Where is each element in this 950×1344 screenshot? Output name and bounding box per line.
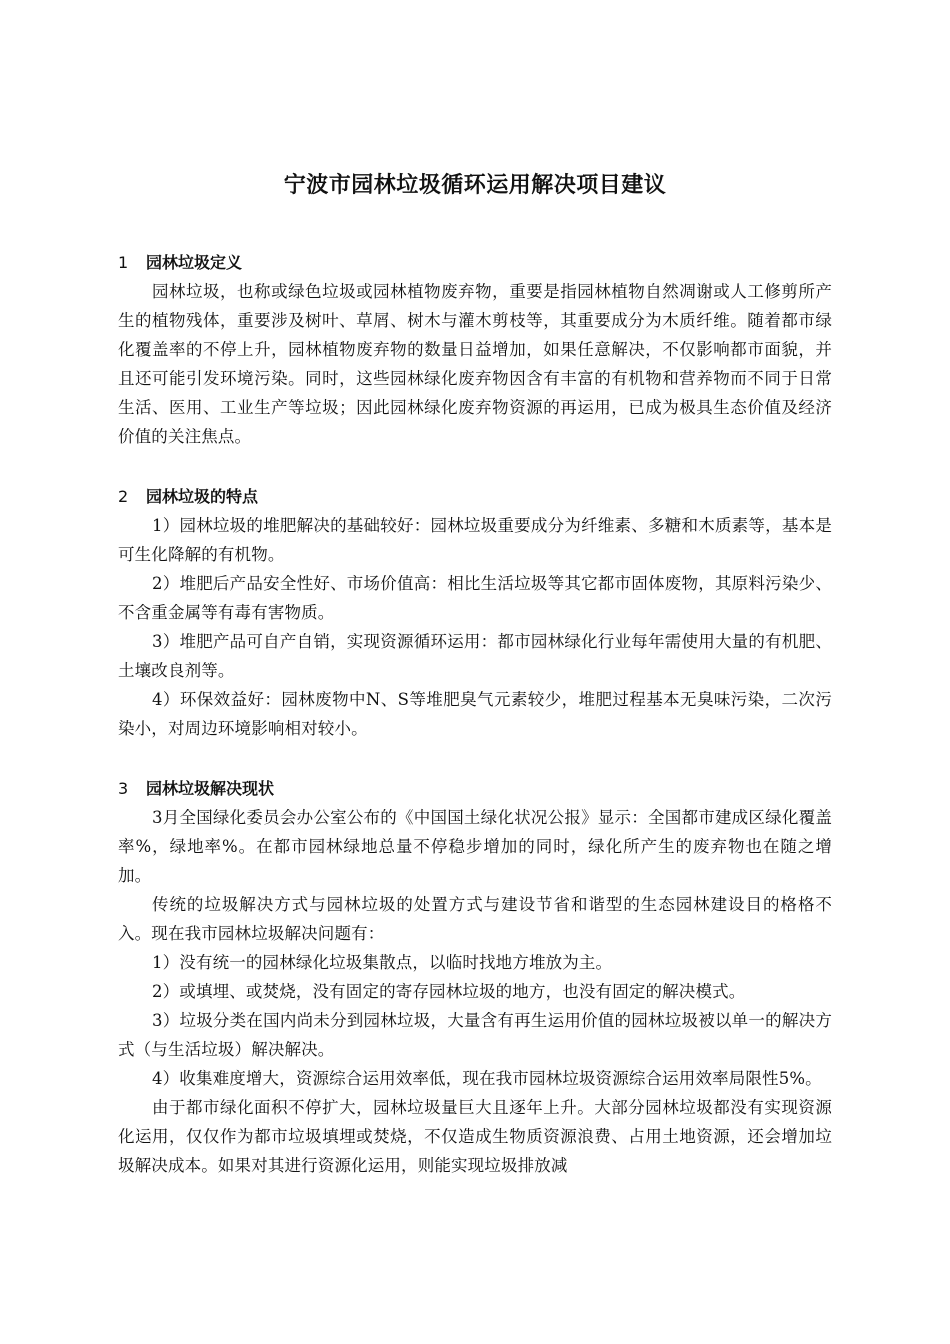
list-item: 1）园林垃圾的堆肥解决的基础较好：园林垃圾重要成分为纤维素、多糖和木质素等，基本是可生化降解的有机物。 (118, 516, 832, 564)
paragraph: 园林垃圾，也称或绿色垃圾或园林植物废弃物，重要是指园林植物自然凋谢或人工修剪所产生的植物残体，重要涉及树叶、草屑、树木与灌木剪枝等，其重要成分为木质纤维。随着都市绿化覆盖率的不停上升，园林植物废弃物的数量日益增加，如果任意解决，不仅影响都市面貌，并且还可能引发环境污染。同时，这些园林绿化废弃物因含有丰富的有机物和营养物而不同于日常生活、医用、工业生产等垃圾；因此园林绿化废弃物资源的再运用，已成为极具生态价值及经济价值的关注焦点。 (118, 282, 832, 446)
section-number: 2 (118, 487, 129, 506)
section-title: 园林垃圾的特点 (146, 487, 259, 506)
paragraph: 由于都市绿化面积不停扩大，园林垃圾量巨大且逐年上升。大部分园林垃圾都没有实现资源化运用，仅仅作为都市垃圾填埋或焚烧，不仅造成生物质资源浪费、占用土地资源，还会增加垃圾解决成本。如果对其进行资源化运用，则能实现垃圾排放减 (118, 1098, 832, 1175)
list-item: 1）没有统一的园林绿化垃圾集散点，以临时找地方堆放为主。 (152, 953, 613, 972)
list-item: 4）收集难度增大，资源综合运用效率低，现在我市园林垃圾资源综合运用效率局限性5%。 (152, 1069, 822, 1088)
section-definition (118, 248, 832, 451)
section-title: 园林垃圾解决现状 (146, 779, 275, 798)
list-item: 2）堆肥后产品安全性好、市场价值高：相比生活垃圾等其它都市固体废物，其原料污染少、不含重金属等有毒有害物质。 (118, 574, 832, 622)
section-current-status (118, 774, 832, 1180)
list-item: 4）环保效益好：园林废物中N、S等堆肥臭气元素较少，堆肥过程基本无臭味污染，二次污染小，对周边环境影响相对较小。 (118, 690, 832, 738)
document-title: 宁波市园林垃圾循环运用解决项目建议 (283, 173, 667, 198)
section-heading (118, 248, 832, 277)
section-title: 园林垃圾定义 (146, 253, 243, 272)
section-characteristics (118, 482, 832, 743)
section-heading (118, 482, 832, 511)
list-item: 2）或填埋、或焚烧，没有固定的寄存园林垃圾的地方，也没有固定的解决模式。 (152, 982, 746, 1001)
list-item: 3）垃圾分类在国内尚未分到园林垃圾，大量含有再生运用价值的园林垃圾被以单一的解决方式（与生活垃圾）解决解决。 (118, 1011, 832, 1059)
section-heading (118, 774, 832, 803)
list-item: 3）堆肥产品可自产自销，实现资源循环运用：都市园林绿化行业每年需使用大量的有机肥、土壤改良剂等。 (118, 632, 832, 680)
paragraph: 传统的垃圾解决方式与园林垃圾的处置方式与建设节省和谐型的生态园林建设目的格格不入。现在我市园林垃圾解决问题有： (118, 895, 832, 943)
paragraph: 3月全国绿化委员会办公室公布的《中国国土绿化状况公报》显示：全国都市建成区绿化覆盖率%，绿地率%。在都市园林绿地总量不停稳步增加的同时，绿化所产生的废弃物也在随之增加。 (118, 808, 832, 885)
section-number: 3 (118, 779, 129, 798)
section-number: 1 (118, 253, 129, 272)
